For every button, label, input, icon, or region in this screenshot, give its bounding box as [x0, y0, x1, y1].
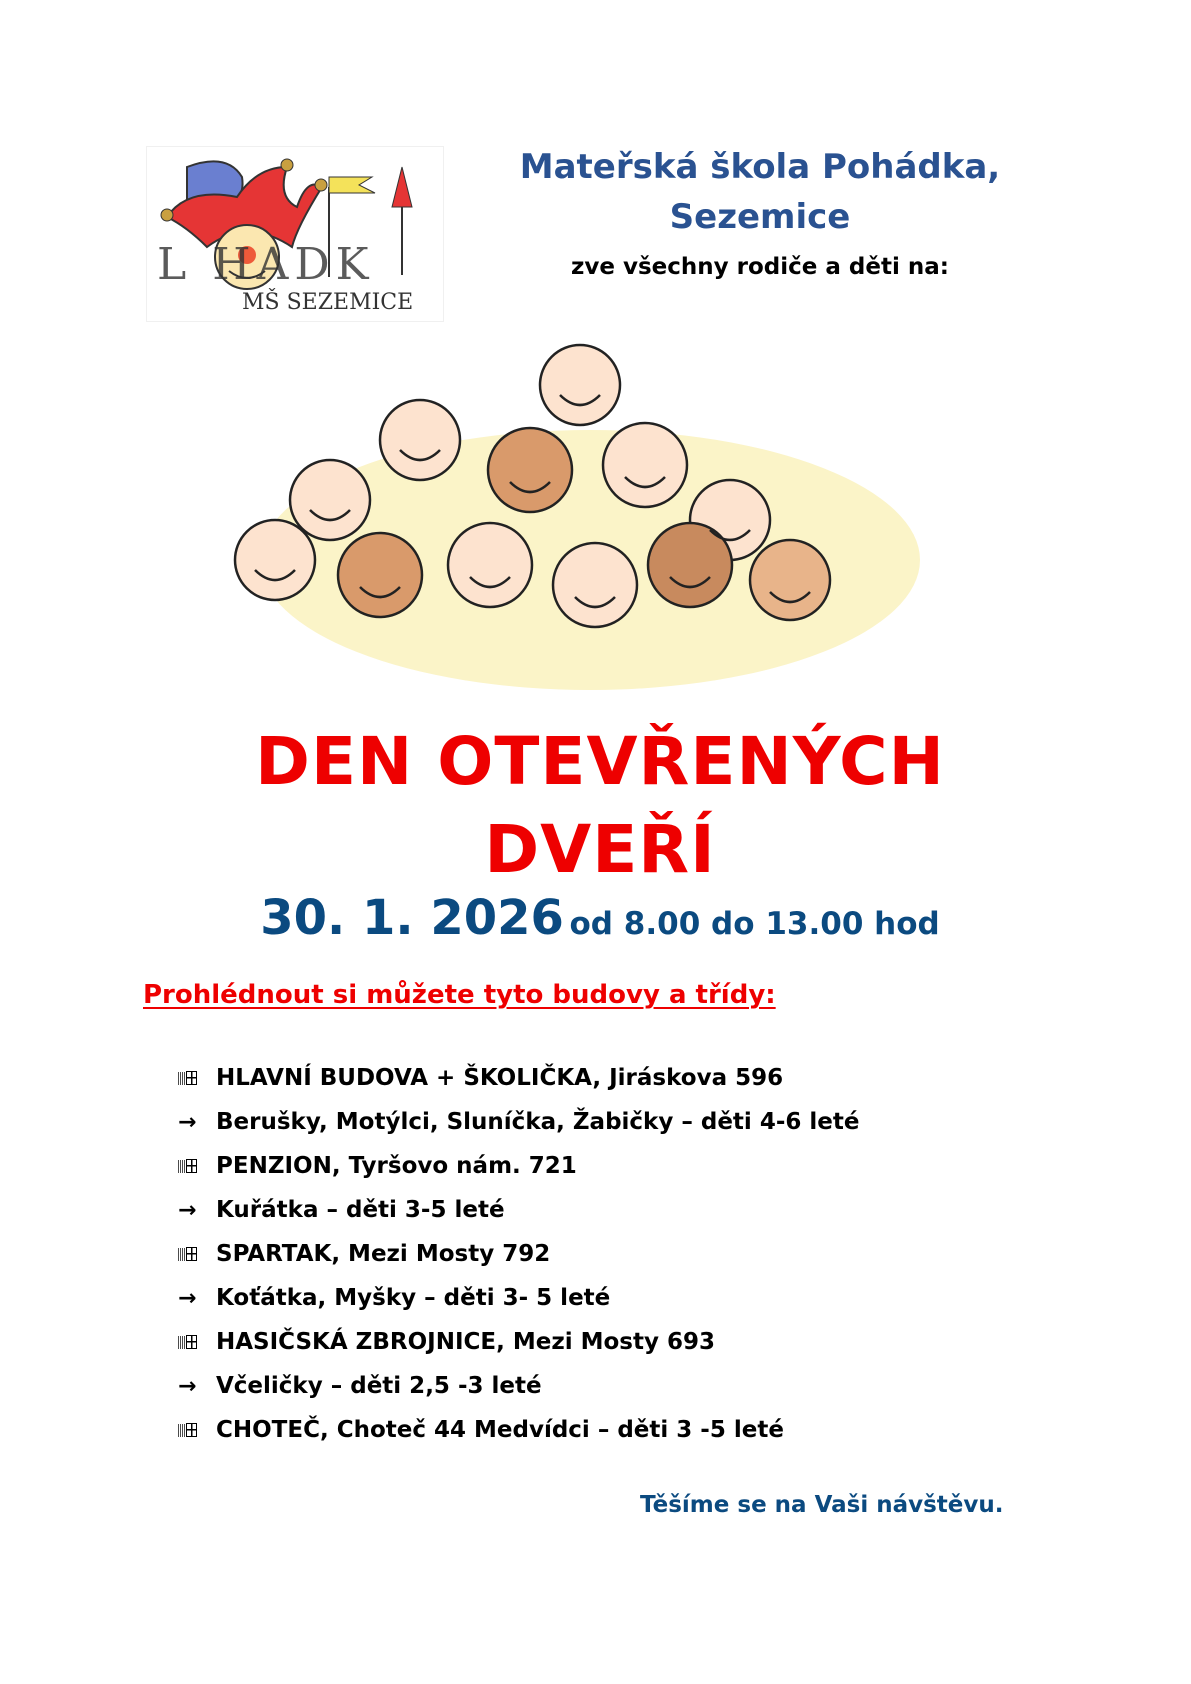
building-item-text: HASIČSKÁ ZBROJNICE, Mezi Mosty 693	[216, 1329, 715, 1355]
buildings-heading: Prohlédnout si můžete tyto budovy a třídy:	[143, 980, 776, 1010]
school-name-line1: Mateřská škola Pohádka,	[519, 147, 1001, 187]
class-item-text: Kuřátka – děti 3-5 leté	[216, 1197, 505, 1223]
class-item	[178, 1276, 859, 1320]
building-item	[178, 1408, 859, 1452]
window-icon	[178, 1158, 216, 1174]
class-item-text: Berušky, Motýlci, Sluníčka, Žabičky – děti 4-6 leté	[216, 1109, 860, 1135]
class-item	[178, 1100, 859, 1144]
jester-logo-icon	[147, 147, 443, 321]
school-logo	[146, 146, 444, 322]
class-item	[178, 1188, 859, 1232]
svg-text:L HADK: L HADK	[157, 239, 375, 290]
buildings-list	[178, 1056, 859, 1452]
event-date: 30. 1. 2026	[260, 890, 564, 946]
building-item	[178, 1232, 859, 1276]
arrow-icon: →	[178, 1373, 197, 1399]
class-item-text: Včeličky – děti 2,5 -3 leté	[216, 1373, 542, 1399]
class-item	[178, 1364, 859, 1408]
building-item-text: PENZION, Tyršovo nám. 721	[216, 1153, 577, 1179]
class-item-text: Koťátka, Myšky – děti 3- 5 leté	[216, 1285, 611, 1311]
building-item	[178, 1320, 859, 1364]
building-item	[178, 1144, 859, 1188]
event-title-line2: DVEŘÍ	[484, 811, 716, 888]
building-item-text: CHOTEČ, Choteč 44 Medvídci – děti 3 -5 leté	[216, 1417, 784, 1443]
children-illustration	[230, 330, 950, 700]
event-time: od 8.00 do 13.00 hod	[569, 906, 940, 942]
window-icon	[178, 1422, 216, 1438]
children-group-icon	[230, 330, 950, 700]
invitation-text: zve všechny rodiče a děti na:	[571, 254, 949, 280]
event-title	[130, 718, 1070, 894]
event-title-line1: DEN OTEVŘENÝCH	[255, 723, 945, 800]
window-icon	[178, 1070, 216, 1086]
event-datetime	[130, 890, 1070, 946]
building-item-text: HLAVNÍ BUDOVA + ŠKOLIČKA, Jiráskova 596	[216, 1065, 784, 1091]
arrow-icon: →	[178, 1197, 197, 1223]
closing-text: Těšíme se na Vaši návštěvu.	[640, 1492, 1004, 1518]
arrow-icon: →	[178, 1109, 197, 1135]
school-name-line2: Sezemice	[669, 197, 851, 237]
school-name	[470, 142, 1050, 242]
window-icon	[178, 1334, 216, 1350]
building-item-text: SPARTAK, Mezi Mosty 792	[216, 1241, 551, 1267]
building-item	[178, 1056, 859, 1100]
window-icon	[178, 1246, 216, 1262]
svg-text:MŠ SEZEMICE: MŠ SEZEMICE	[242, 290, 414, 315]
arrow-icon: →	[178, 1285, 197, 1311]
